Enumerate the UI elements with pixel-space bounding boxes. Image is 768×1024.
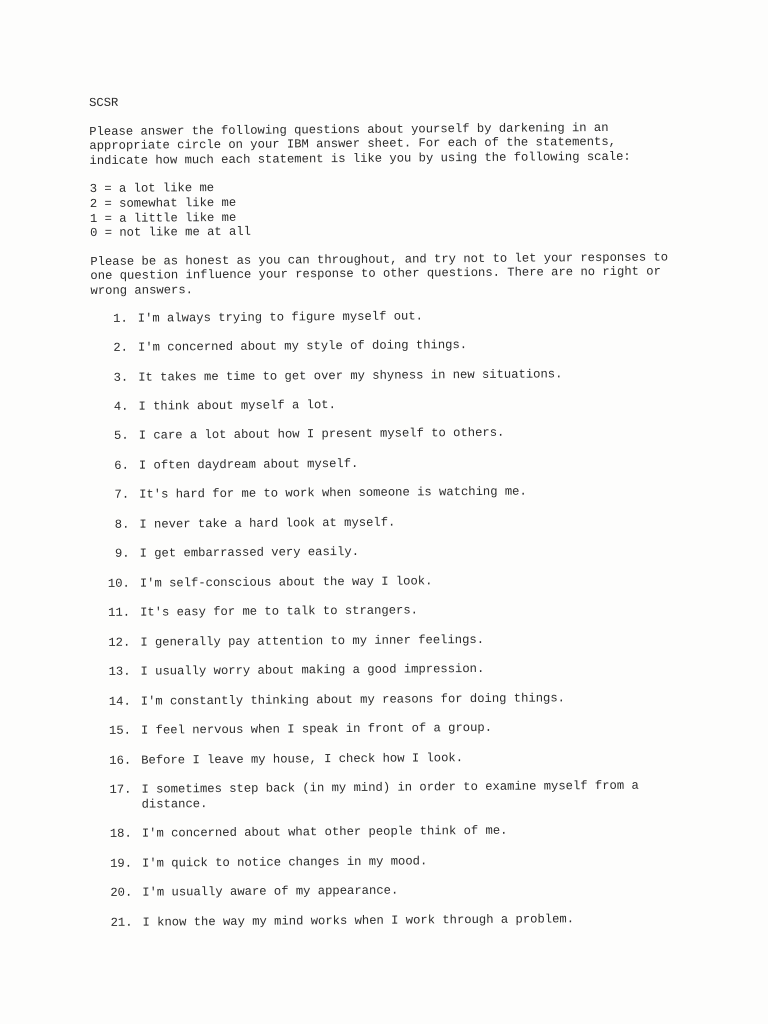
question-item bbox=[94, 749, 694, 768]
question-number: 13. bbox=[108, 665, 131, 680]
question-item bbox=[95, 823, 695, 842]
question-text: I'm always trying to figure myself out. bbox=[137, 308, 424, 326]
questionnaire bbox=[89, 91, 696, 945]
question-number: 16. bbox=[109, 753, 132, 768]
question-number: 10. bbox=[107, 576, 130, 591]
question-number: 5. bbox=[113, 429, 129, 444]
question-number: 3. bbox=[113, 370, 129, 385]
question-number: 1. bbox=[113, 311, 128, 326]
question-text: I generally pay attention to my inner feelings. bbox=[140, 632, 485, 650]
scale-item: 2 = somewhat like me bbox=[89, 195, 237, 211]
question-text: I feel nervous when I speak in front of a group. bbox=[140, 721, 493, 738]
scale-item: 0 = not like me at all bbox=[90, 224, 252, 241]
question-number: 8. bbox=[114, 517, 130, 532]
scale-item: 3 = a lot like me bbox=[89, 181, 215, 197]
question-item bbox=[94, 720, 694, 739]
question-item bbox=[92, 484, 692, 503]
question-text: I'm concerned about what other people think of me. bbox=[141, 824, 508, 841]
doc-title: SCSR bbox=[89, 95, 119, 110]
question-text: I'm usually aware of my appearance. bbox=[142, 883, 399, 900]
question-item bbox=[93, 602, 693, 621]
question-text: It takes me time to get over my shyness in new situations. bbox=[138, 366, 563, 385]
question-item bbox=[92, 425, 692, 444]
question-number: 19. bbox=[110, 856, 133, 871]
rating-scale bbox=[90, 178, 690, 241]
question-item bbox=[92, 454, 692, 473]
question-item bbox=[91, 366, 691, 385]
question-text: I'm concerned about my style of doing things. bbox=[137, 338, 468, 355]
question-item bbox=[91, 336, 691, 355]
question-item bbox=[91, 307, 691, 326]
question-item bbox=[95, 852, 695, 871]
question-text: I know the way my mind works when I work through a problem. bbox=[142, 912, 575, 930]
question-number: 7. bbox=[114, 488, 130, 503]
question-text: I care a lot about how I present myself to others. bbox=[138, 426, 505, 444]
question-item bbox=[92, 513, 692, 532]
question-number: 11. bbox=[108, 606, 131, 621]
question-text: It's easy for me to talk to strangers. bbox=[140, 603, 419, 620]
question-number: 14. bbox=[108, 694, 131, 709]
question-text: It's hard for me to work when someone is watching me. bbox=[139, 485, 527, 503]
question-item bbox=[94, 690, 694, 709]
question-item bbox=[94, 779, 694, 813]
question-number: 4. bbox=[113, 399, 129, 414]
scale-item: 1 = a little like me bbox=[89, 210, 237, 226]
question-item bbox=[93, 543, 693, 562]
question-text: I think about myself a lot. bbox=[138, 398, 336, 414]
question-number: 15. bbox=[108, 724, 132, 739]
question-text: I never take a hard look at myself. bbox=[139, 515, 396, 532]
question-item bbox=[93, 572, 693, 591]
question-text: I get embarrassed very easily. bbox=[139, 545, 360, 562]
question-item bbox=[95, 911, 695, 930]
question-number: 18. bbox=[109, 827, 132, 842]
question-text: Before I leave my house, I check how I look. bbox=[141, 750, 464, 768]
question-list bbox=[91, 307, 696, 931]
question-text: I often daydream about myself. bbox=[138, 456, 359, 473]
question-number: 20. bbox=[110, 886, 133, 901]
question-number: 21. bbox=[110, 915, 133, 930]
question-number: 2. bbox=[113, 340, 129, 355]
question-text: I'm quick to notice changes in my mood. bbox=[141, 854, 428, 871]
question-text: I sometimes step back (in my mind) in order to examine myself from a distance. bbox=[141, 778, 639, 812]
question-item bbox=[93, 631, 693, 650]
question-number: 9. bbox=[114, 547, 130, 562]
question-number: 17. bbox=[109, 782, 132, 798]
question-text: I'm self-conscious about the way I look. bbox=[139, 574, 433, 591]
question-item bbox=[95, 882, 695, 901]
question-number: 12. bbox=[108, 635, 131, 650]
question-item bbox=[93, 661, 693, 680]
instructions: Please answer the following questions about yourself by darkening in an appropriate circle on your IBM answer sheet. For each of the statements, indicate how much each statement is like you by using the following scale: bbox=[89, 120, 631, 168]
question-number: 6. bbox=[114, 458, 129, 473]
question-text: I'm constantly thinking about my reasons for doing things. bbox=[140, 691, 566, 709]
question-text: I usually worry about making a good impression. bbox=[140, 662, 485, 679]
question-item bbox=[91, 395, 691, 414]
honesty-note: Please be as honest as you can throughout, and try not to let your responses to one question influence your response to other questions. There are no right or wrong answers. bbox=[90, 250, 669, 298]
